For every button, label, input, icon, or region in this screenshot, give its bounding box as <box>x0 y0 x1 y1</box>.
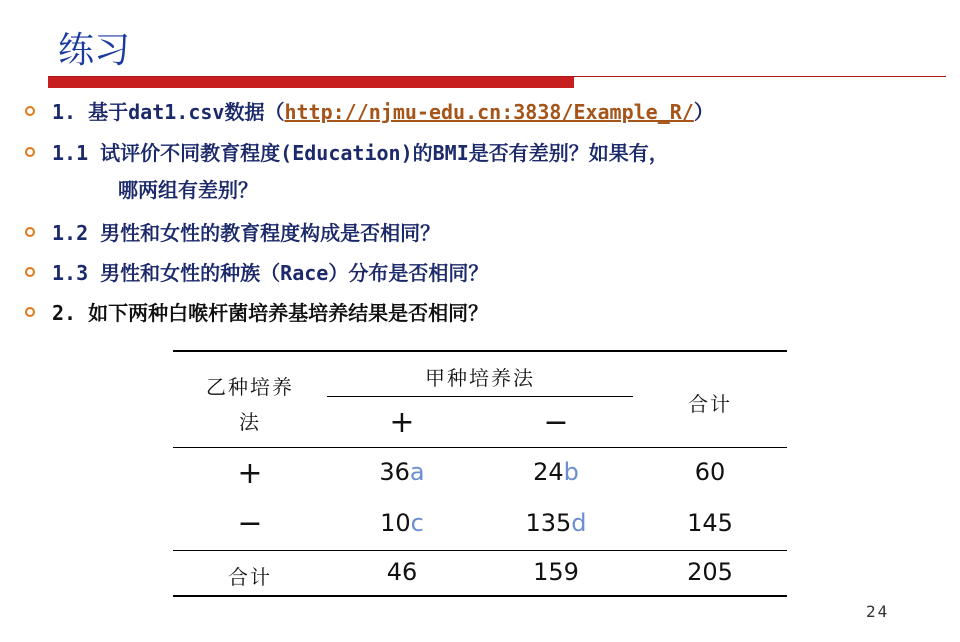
col-1-total: 46 <box>386 558 418 586</box>
table-top-rule <box>173 350 787 352</box>
item-1-suffix: ） <box>693 100 714 124</box>
cell-d: 135d <box>525 509 587 537</box>
bullet-icon <box>25 106 35 116</box>
list-item-1-2: 1.2 男性和女性的教育程度构成是否相同？ <box>52 221 441 245</box>
group-header-rule <box>327 396 633 397</box>
list-item-1 <box>52 96 714 125</box>
cell-b: 24b <box>533 458 579 486</box>
col-group-header: 甲种培养法 <box>425 366 535 390</box>
row-label-plus: + <box>237 456 263 491</box>
bullet-icon <box>25 307 35 317</box>
item-1-prefix: 1. 基于dat1.csv数据（ <box>52 100 285 124</box>
row-header-line1: 乙种培养 <box>206 375 294 399</box>
bullet-icon <box>25 227 35 237</box>
list-item-1-1: 1.1 试评价不同教育程度(Education)的BMI是否有差别？如果有， <box>52 141 669 165</box>
row-1-total: 60 <box>694 458 726 486</box>
col-header-minus: − <box>543 405 569 440</box>
bullet-icon <box>25 267 35 277</box>
body-bottom-rule <box>173 550 787 551</box>
title-divider-thick <box>48 77 574 88</box>
cell-c: 10c <box>380 509 424 537</box>
page-number: 24 <box>866 602 890 621</box>
row-header-line2: 法 <box>239 410 261 434</box>
total-col-header: 合计 <box>688 392 732 416</box>
total-row-label: 合计 <box>228 565 272 589</box>
list-item-1-3: 1.3 男性和女性的种族（Race）分布是否相同？ <box>52 261 489 285</box>
list-item-2: 2. 如下两种白喉杆菌培养基培养结果是否相同？ <box>52 301 489 325</box>
row-label-minus: − <box>237 506 263 541</box>
col-header-plus: + <box>389 405 415 440</box>
dataset-link[interactable]: http://njmu-edu.cn:3838/Example_R/ <box>284 100 694 124</box>
table-bottom-rule <box>173 595 787 597</box>
bullet-icon <box>25 147 35 157</box>
list-item-1-1-continuation: 哪两组有差别？ <box>118 178 258 202</box>
slide-title: 练习 <box>58 30 131 71</box>
col-2-total: 159 <box>533 558 579 586</box>
header-bottom-rule <box>173 447 787 448</box>
grand-total: 205 <box>687 558 733 586</box>
row-2-total: 145 <box>687 509 733 537</box>
cell-a: 36a <box>379 458 425 486</box>
